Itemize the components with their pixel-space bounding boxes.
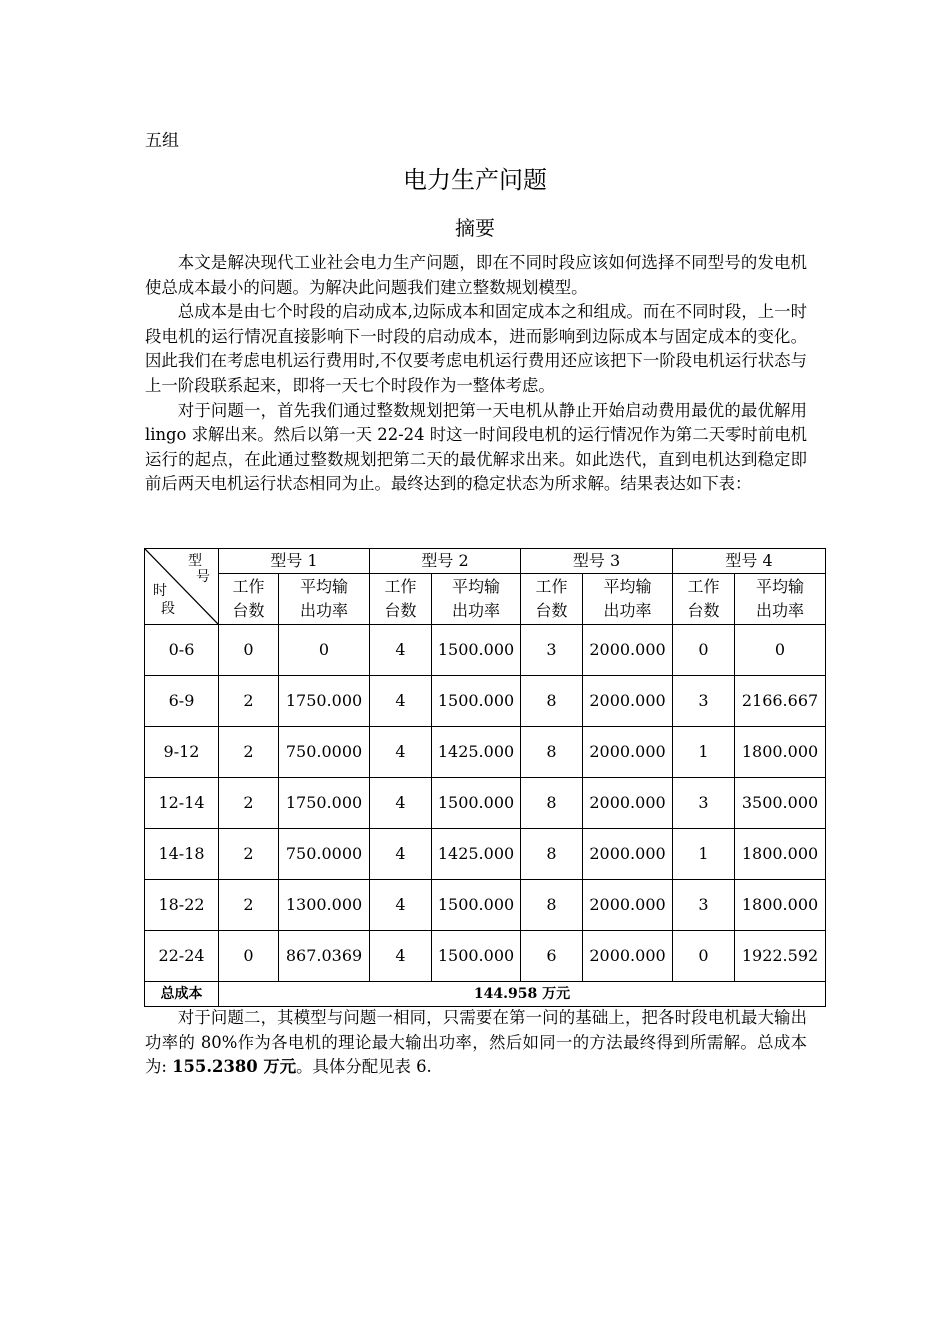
period-cell: 22-24 [145, 931, 219, 982]
unit-count-cell: 4 [370, 880, 432, 931]
subheader-line: 出功率 [299, 601, 348, 620]
avg-output-cell: 750.0000 [279, 829, 370, 880]
avg-output-cell: 867.0369 [279, 931, 370, 982]
model-2-header: 型号 2 [370, 549, 521, 574]
unit-count-cell: 4 [370, 829, 432, 880]
avg-output-cell: 2000.000 [583, 880, 673, 931]
avg-output-cell: 1500.000 [432, 676, 521, 727]
unit-count-cell: 4 [370, 931, 432, 982]
subheader-line: 工作 [687, 577, 720, 596]
document-title: 电力生产问题 [403, 166, 547, 194]
avg-output-cell: 1500.000 [432, 880, 521, 931]
unit-count-cell: 4 [370, 625, 432, 676]
unit-count-cell: 2 [219, 880, 279, 931]
avg-output-cell: 1922.592 [735, 931, 826, 982]
period-cell: 12-14 [145, 778, 219, 829]
closing-paragraph [145, 1006, 807, 1080]
model-1-header: 型号 1 [219, 549, 370, 574]
unit-count-cell: 1 [673, 829, 735, 880]
abstract-body [145, 251, 807, 497]
avg-output-cell: 2000.000 [583, 625, 673, 676]
table-row [145, 676, 826, 727]
table-row [145, 829, 826, 880]
subheader-line: 台数 [535, 601, 568, 620]
subheader-line: 工作 [384, 577, 417, 596]
total-label: 总成本 [145, 982, 219, 1007]
avg-output-cell: 3500.000 [735, 778, 826, 829]
unit-count-cell: 8 [521, 676, 583, 727]
subheader-line: 平均输 [755, 577, 804, 596]
avg-output-cell: 1300.000 [279, 880, 370, 931]
model-4-header: 型号 4 [673, 549, 826, 574]
closing-text: 对于问题二，其模型与问题一相同，只需要在第一问的基础上，把各时段电机最大输出功率的 80%作为各电机的理论最大输出功率，然后如同一的方法最终得到所需解。总成本为: [145, 1008, 807, 1077]
subheader-line: 出功率 [755, 601, 804, 620]
subheader-line: 出功率 [451, 601, 500, 620]
unit-count-cell: 2 [219, 829, 279, 880]
unit-count-cell: 1 [673, 727, 735, 778]
avg-output-cell: 2000.000 [583, 829, 673, 880]
closing-tail: 。具体分配见表 6. [296, 1057, 432, 1077]
unit-count-cell: 8 [521, 829, 583, 880]
period-cell: 14-18 [145, 829, 219, 880]
corner-model-label [188, 553, 210, 585]
unit-count-cell: 4 [370, 676, 432, 727]
unit-count-cell: 4 [370, 778, 432, 829]
total-value: 144.958 万元 [219, 982, 826, 1007]
unit-count-cell: 0 [219, 625, 279, 676]
model-4-unit-count-header [673, 574, 735, 625]
corner-header-cell [145, 549, 219, 625]
period-cell: 0-6 [145, 625, 219, 676]
model-3-unit-count-header [521, 574, 583, 625]
model-3-header: 型号 3 [521, 549, 673, 574]
subheader-line: 工作 [535, 577, 568, 596]
total-row [145, 982, 826, 1007]
unit-count-cell: 8 [521, 778, 583, 829]
unit-count-cell: 6 [521, 931, 583, 982]
unit-count-cell: 0 [673, 931, 735, 982]
table-header-row [145, 549, 826, 574]
corner-model-char-1: 型 [188, 553, 202, 569]
model-1-unit-count-header [219, 574, 279, 625]
corner-period-label [153, 582, 175, 618]
unit-count-cell: 0 [219, 931, 279, 982]
unit-count-cell: 8 [521, 880, 583, 931]
model-4-avg-output-header [735, 574, 826, 625]
avg-output-cell: 1500.000 [432, 625, 521, 676]
unit-count-cell: 3 [521, 625, 583, 676]
model-1-avg-output-header [279, 574, 370, 625]
avg-output-cell: 1425.000 [432, 829, 521, 880]
avg-output-cell: 0 [279, 625, 370, 676]
avg-output-cell: 1750.000 [279, 676, 370, 727]
abstract-heading: 摘要 [455, 216, 495, 240]
period-cell: 18-22 [145, 880, 219, 931]
subheader-line: 工作 [232, 577, 265, 596]
unit-count-cell: 3 [673, 880, 735, 931]
unit-count-cell: 3 [673, 778, 735, 829]
avg-output-cell: 1500.000 [432, 778, 521, 829]
subheader-line: 出功率 [603, 601, 652, 620]
paragraph-problem-one: 对于问题一，首先我们通过整数规划把第一天电机从静止开始启动费用最优的最优解用 lingo 求解出来。然后以第一天 22-24 时这一时间段电机的运行情况作为第二天零时前电机运行的起点，在此通过整数规划把第二天的最优解求出来。如此迭代，直到电机达到稳定即前后两天电机运行状态相同为止。最终达到的稳定状态为所求解。结果表达如下表： [145, 400, 807, 494]
model-2-unit-count-header [370, 574, 432, 625]
avg-output-cell: 2000.000 [583, 931, 673, 982]
avg-output-cell: 0 [735, 625, 826, 676]
unit-count-cell: 3 [673, 676, 735, 727]
avg-output-cell: 1800.000 [735, 727, 826, 778]
avg-output-cell: 2166.667 [735, 676, 826, 727]
subheader-line: 台数 [687, 601, 720, 620]
avg-output-cell: 750.0000 [279, 727, 370, 778]
corner-period-char-2: 段 [161, 601, 175, 617]
subheader-line: 平均输 [451, 577, 500, 596]
avg-output-cell: 1500.000 [432, 931, 521, 982]
avg-output-cell: 1750.000 [279, 778, 370, 829]
total-cost-two: 155.2380 万元 [172, 1057, 297, 1077]
unit-count-cell: 4 [370, 727, 432, 778]
corner-period-char-1: 时 [153, 583, 167, 599]
period-cell: 9-12 [145, 727, 219, 778]
unit-count-cell: 0 [673, 625, 735, 676]
table-subheader-row [145, 574, 826, 625]
period-cell: 6-9 [145, 676, 219, 727]
avg-output-cell: 2000.000 [583, 676, 673, 727]
model-2-avg-output-header [432, 574, 521, 625]
table-body [145, 625, 826, 982]
paragraph-intro: 本文是解决现代工业社会电力生产问题，即在不同时段应该如何选择不同型号的发电机使总成本最小的问题。为解决此问题我们建立整数规划模型。 [145, 253, 807, 297]
subheader-line: 台数 [384, 601, 417, 620]
unit-count-cell: 2 [219, 778, 279, 829]
paragraph-cost: 总成本是由七个时段的启动成本,边际成本和固定成本之和组成。而在不同时段，上一时段电机的运行情况直接影响下一时段的启动成本，进而影响到边际成本与固定成本的变化。因此我们在考虑电机运行费用时,不仅要考虑电机运行费用还应该把下一阶段电机运行状态与上一阶段联系起来，即将一天七个时段作为一整体考虑。 [145, 302, 807, 395]
unit-count-cell: 2 [219, 727, 279, 778]
avg-output-cell: 1800.000 [735, 880, 826, 931]
table-row [145, 625, 826, 676]
avg-output-cell: 2000.000 [583, 727, 673, 778]
table-row [145, 931, 826, 982]
unit-count-cell: 2 [219, 676, 279, 727]
avg-output-cell: 1800.000 [735, 829, 826, 880]
table-row [145, 880, 826, 931]
subheader-line: 台数 [232, 601, 265, 620]
paragraph-problem-two [145, 1006, 807, 1080]
result-table [144, 548, 826, 1007]
subheader-line: 平均输 [299, 577, 348, 596]
table-row [145, 727, 826, 778]
model-3-avg-output-header [583, 574, 673, 625]
corner-model-char-2: 号 [196, 569, 210, 585]
avg-output-cell: 2000.000 [583, 778, 673, 829]
group-label: 五组 [145, 131, 179, 151]
unit-count-cell: 8 [521, 727, 583, 778]
table-row [145, 778, 826, 829]
subheader-line: 平均输 [603, 577, 652, 596]
avg-output-cell: 1425.000 [432, 727, 521, 778]
